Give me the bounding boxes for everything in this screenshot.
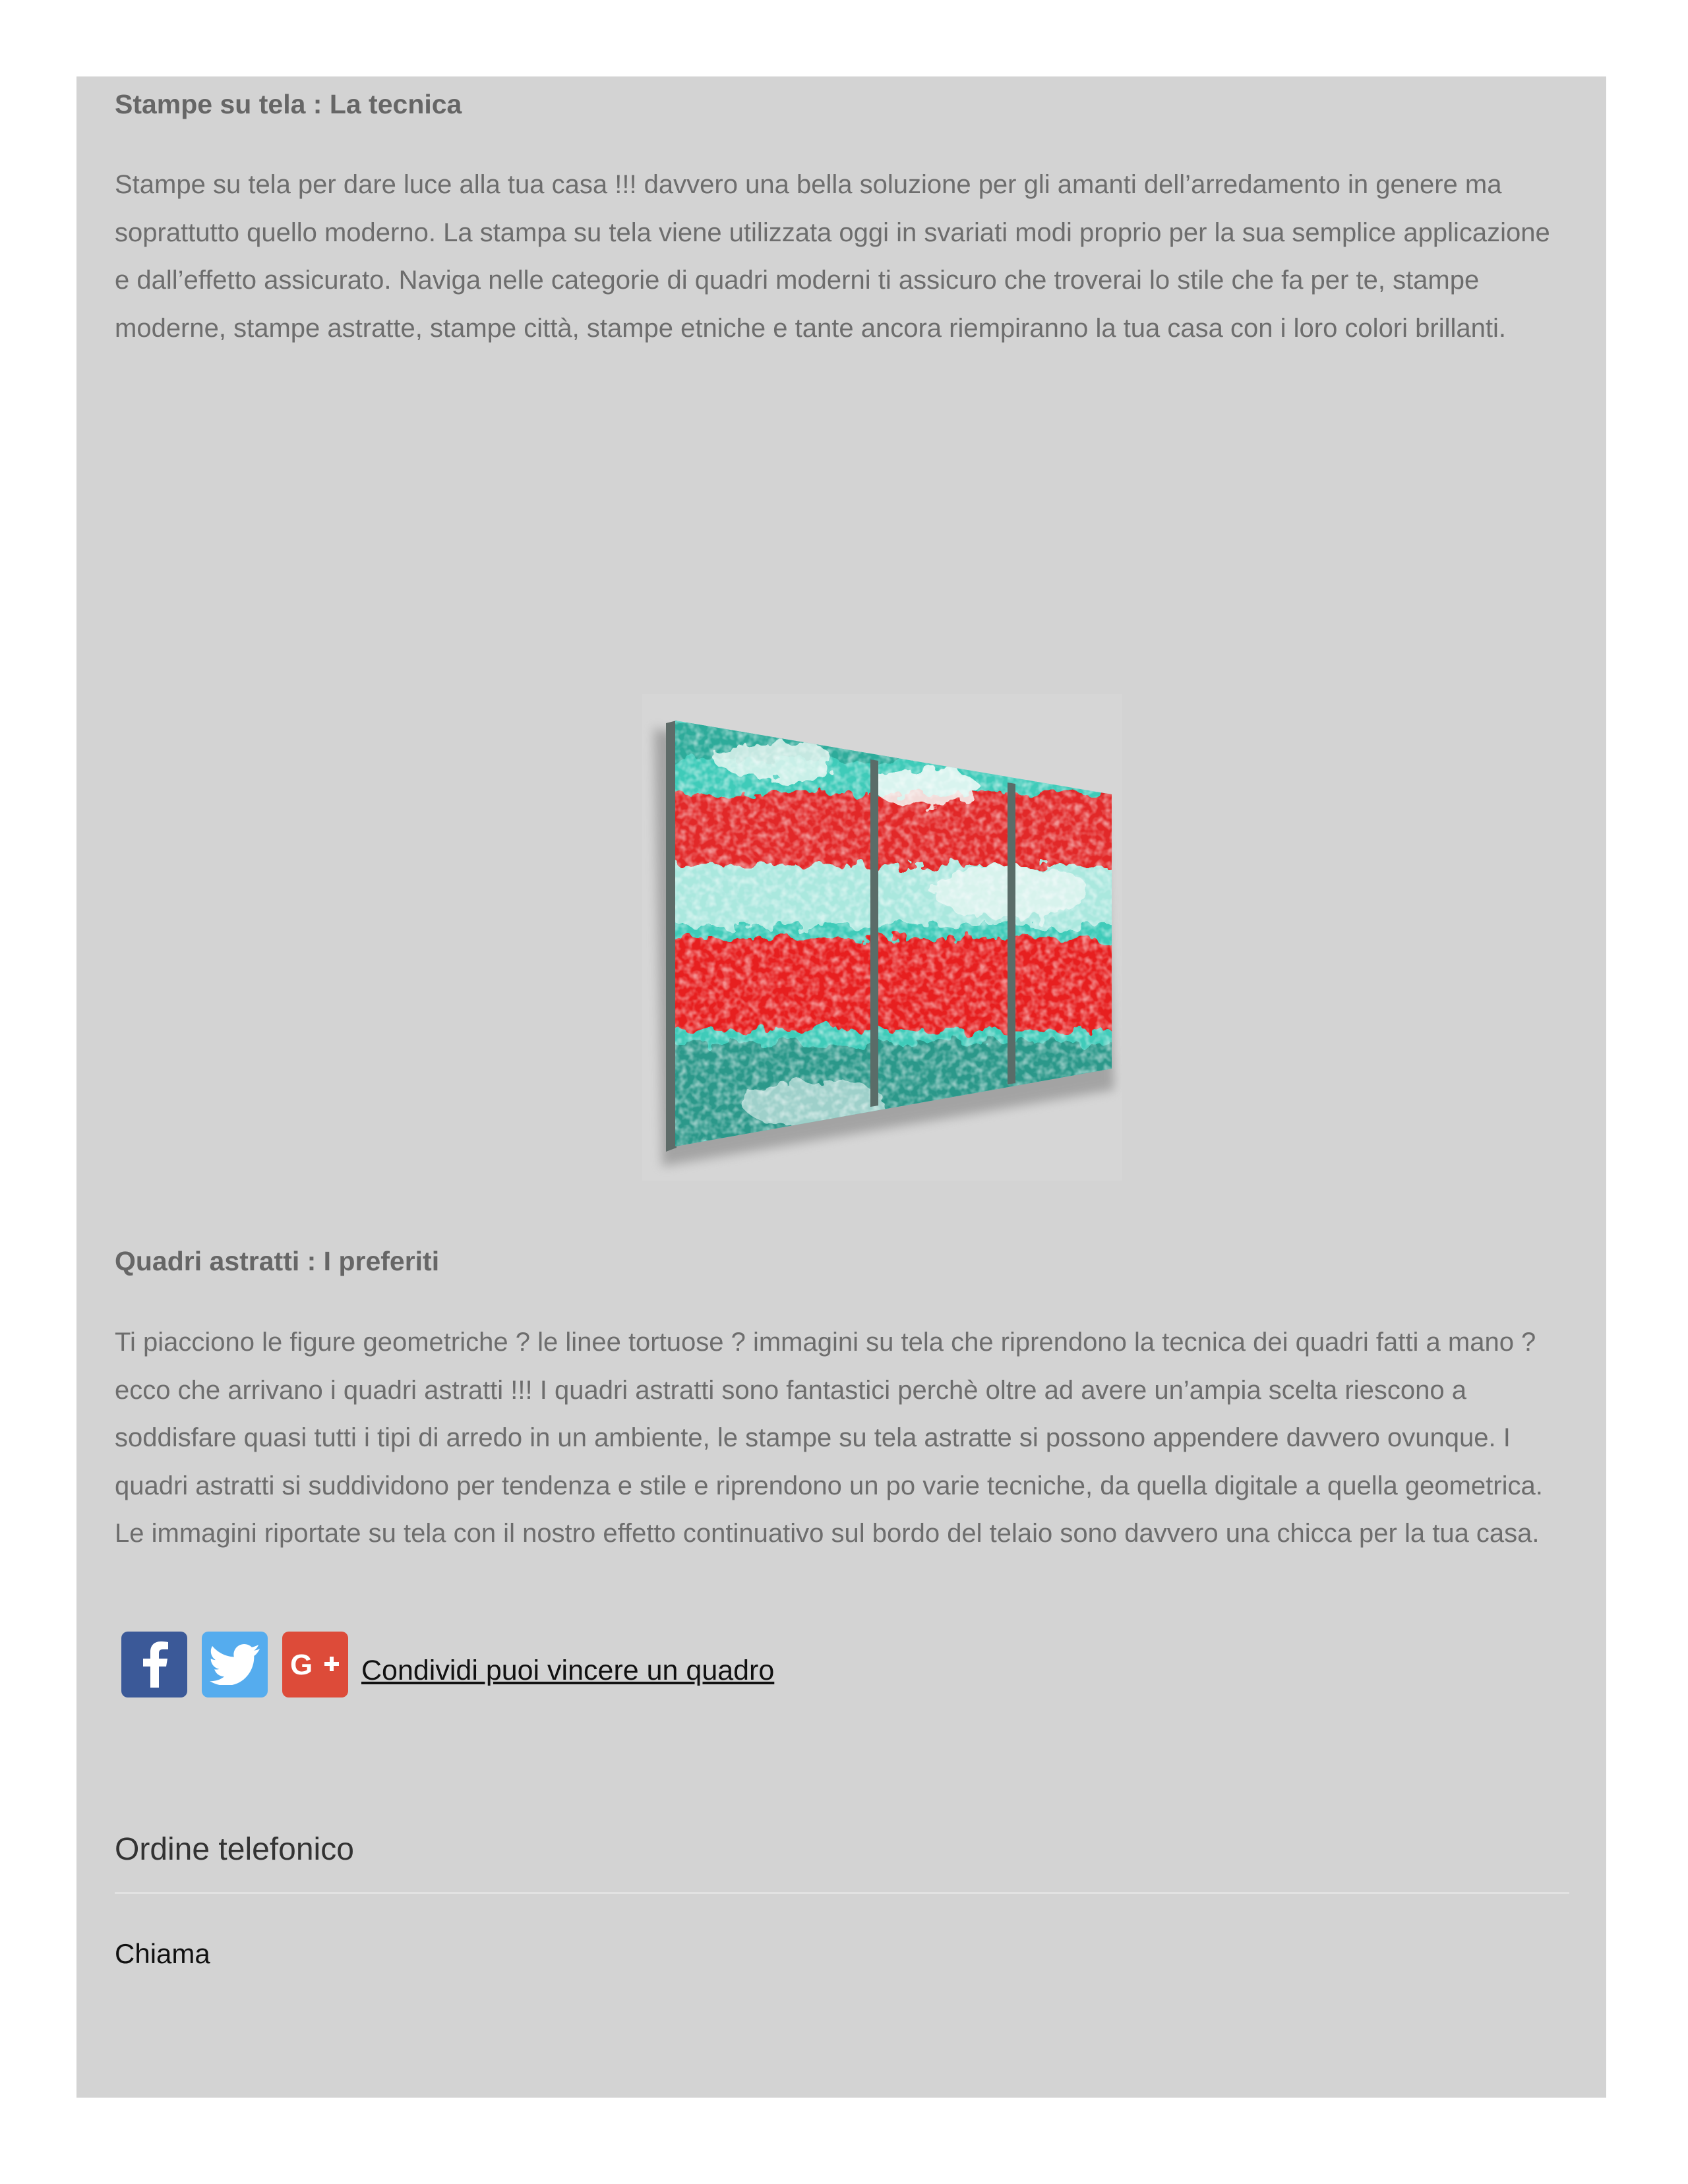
facebook-icon[interactable]: [121, 1632, 187, 1697]
google-plus-icon[interactable]: [282, 1632, 348, 1697]
section-paragraph-astratti: Ti piacciono le figure geometriche ? le linee tortuose ? immagini su tela che riprendono la tecnica dei quadri fatti a mano ? ecco che arrivano i quadri astratti !!! I quadri astratti sono fantastici perchè oltre ad avere un’ampia scelta riescono a soddisfare quasi tutti i tipi di arredo in un ambiente, le stampe su tela astratte si possono appendere davvero ovunque. I quadri astratti si suddividono per tendenza e stile e riprendono un po varie tecniche, da quella digitale a quella geometrica. Le immagini riportate su tela con il nostro effetto continuativo sul bordo del telaio sono davvero una chicca per la tua casa.: [115, 1328, 1543, 1548]
twitter-icon[interactable]: [202, 1632, 268, 1697]
share-bar: [121, 1632, 774, 1697]
section-title-tecnica: Stampe su tela : La tecnica: [115, 89, 462, 119]
widget-divider: [115, 1892, 1569, 1894]
abstract-canvas-image: [642, 694, 1122, 1181]
content-panel: [76, 76, 1606, 2098]
widget-title-ordine: Ordine telefonico: [115, 1832, 354, 1867]
section-title-astratti: Quadri astratti : I preferiti: [115, 1246, 440, 1276]
call-link[interactable]: Chiama: [115, 1938, 210, 1969]
svg-text:G: G: [290, 1649, 313, 1681]
triptych-illustration: [642, 694, 1122, 1181]
share-win-link[interactable]: Condividi puoi vincere un quadro: [361, 1654, 775, 1686]
section-paragraph-tecnica: Stampe su tela per dare luce alla tua casa !!! davvero una bella soluzione per gli amanti dell’arredamento in genere ma soprattutto quello moderno. La stampa su tela viene utilizzata oggi in svariati modi proprio per la sua semplice applicazione e dall’effetto assicurato. Naviga nelle categorie di quadri moderni ti assicuro che troverai lo stile che fa per te, stampe moderne, stampe astratte, stampe città, stampe etniche e tante ancora riempiranno la tua casa con i loro colori brillanti.: [115, 170, 1550, 343]
